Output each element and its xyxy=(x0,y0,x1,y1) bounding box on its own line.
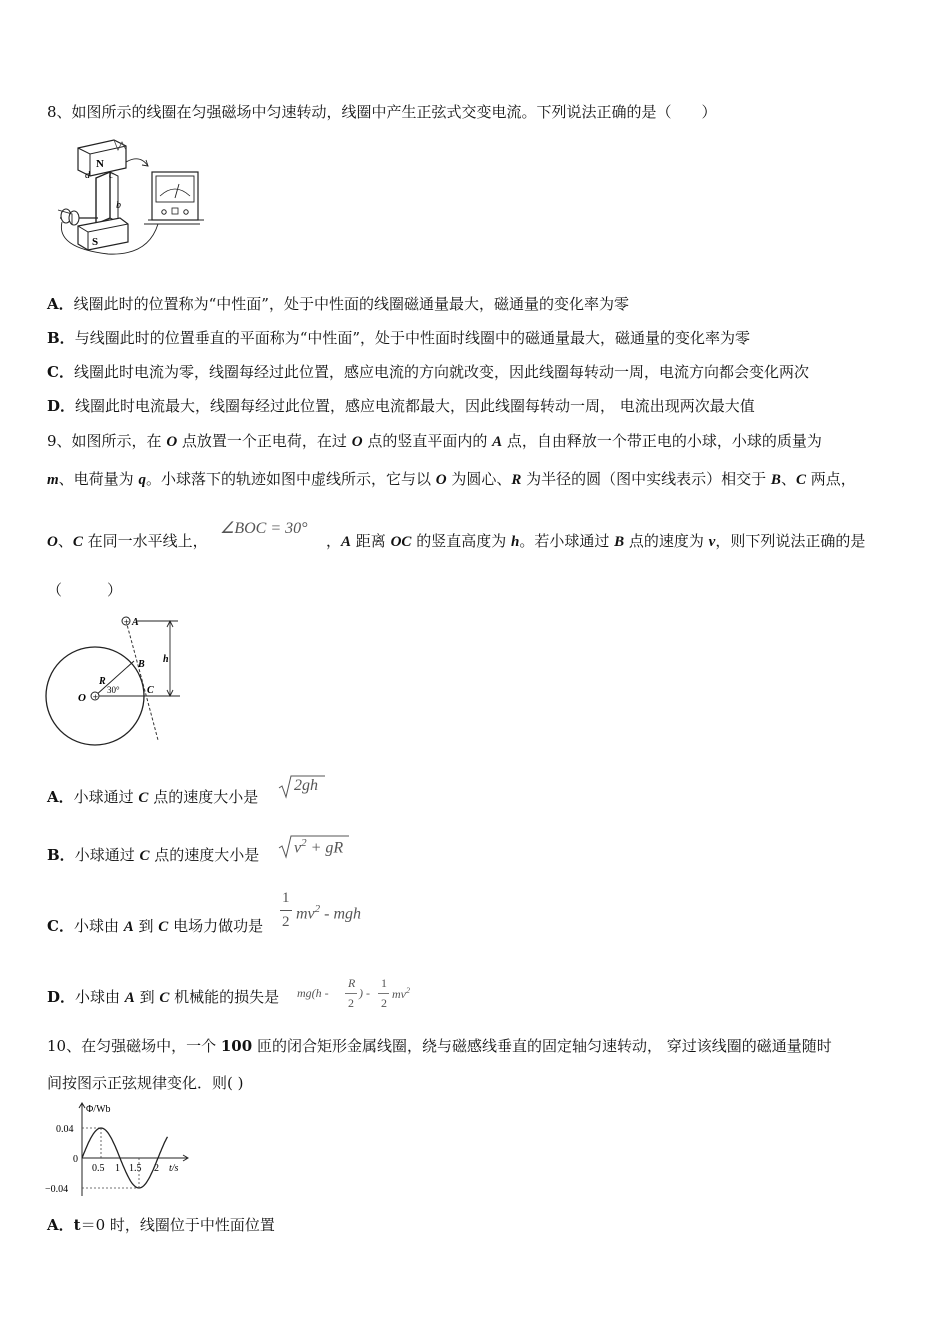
q9-fig-label-a: A xyxy=(132,617,139,628)
y-axis-label: Φ/Wb xyxy=(86,1104,111,1115)
q9-option-c[interactable]: C．小球由 A 到 C 电场力做功是 xyxy=(47,917,264,935)
q9-answer-paren: （ ） xyxy=(47,581,123,599)
y-tick-label-zero: 0 xyxy=(73,1154,78,1165)
option-key: B． xyxy=(47,329,75,347)
option-text: 线圈此时电流为零，线圈每经过此位置，感应电流的方向就改变，因此线圈每转动一周，电流方向都会变化两次 xyxy=(73,363,809,381)
option-text: 与线圈此时的位置垂直的平面称为“中性面”，处于中性面时线圈中的磁通量最大，磁通量的变化率为零 xyxy=(74,329,751,347)
q9-option-b[interactable]: B．小球通过 C 点的速度大小是 xyxy=(47,846,260,864)
q8-fig-label-c: c xyxy=(109,170,114,181)
q9-fig-label-h: h xyxy=(163,654,169,665)
q8-option-d[interactable] xyxy=(47,396,755,416)
q9-circle-figure xyxy=(44,612,194,748)
q10-stem-line2: 间按图示正弦规律变化．则( ) xyxy=(47,1074,244,1092)
option-key: D． xyxy=(47,397,76,415)
q9-fig-label-r: R xyxy=(99,676,106,687)
q8-fig-label-n: N xyxy=(96,158,104,170)
q8-fig-label-s: S xyxy=(92,236,99,248)
y-tick-label-pos: 0.04 xyxy=(56,1124,74,1135)
q9-angle-expression: ∠BOC = 30° xyxy=(220,520,308,537)
q9-stem-line3: O、C 在同一水平线上， xyxy=(47,532,208,550)
q8-generator-figure xyxy=(48,138,208,256)
svg-text:+: + xyxy=(92,693,99,701)
option-key: C． xyxy=(47,363,74,381)
q8-stem: 8、如图所示的线圈在匀强磁场中匀速转动，线圈中产生正弦式交变电流。下列说法正确的是（ ） xyxy=(47,103,717,121)
svg-text:+: + xyxy=(123,618,130,626)
q9-option-c-formula: 1 2 $mv^2$ - mgh xyxy=(282,890,362,930)
x-tick-label: 0.5 xyxy=(92,1163,105,1174)
q8-option-a[interactable] xyxy=(47,294,629,314)
q9-option-d-formula: mg(h - R 2 ) - 1 2 $mv^2$ xyxy=(297,976,410,1010)
x-tick-label: 1 xyxy=(115,1163,120,1174)
q9-fig-label-c: C xyxy=(147,685,154,696)
q9-stem-line3-rest: ，A 距离 OC 的竖直高度为 h。若小球通过 B 点的速度为 v，则下列说法正确的是 xyxy=(326,532,866,550)
q9-stem-line1: 9、如图所示，在 O 点放置一个正电荷，在过 O 点的竖直平面内的 A 点，自由释放一个带正电的小球，小球的质量为 xyxy=(47,432,822,450)
q9-fig-label-b: B xyxy=(138,659,145,670)
x-axis-label: t/s xyxy=(169,1163,179,1174)
option-key: A． xyxy=(47,295,74,313)
q8-option-c[interactable] xyxy=(47,362,809,382)
q9-stem-line2: m、电荷量为 q。小球落下的轨迹如图中虚线所示，它与以 O 为圆心、R 为半径的圆（图中实线表示）相交于 B、C 两点， xyxy=(47,470,856,488)
q8-fig-label-d: d xyxy=(85,170,90,181)
q9-fig-label-o: O xyxy=(78,692,86,704)
q9-option-a[interactable]: A．小球通过 C 点的速度大小是 xyxy=(47,788,259,806)
x-tick-label: 1.5 xyxy=(129,1163,142,1174)
q8-fig-label-b: b xyxy=(116,200,121,211)
y-tick-label-neg: −0.04 xyxy=(45,1184,69,1195)
q9-option-d[interactable]: D．小球由 A 到 C 机械能的损失是 xyxy=(47,988,280,1006)
q10-flux-graph xyxy=(42,1100,202,1200)
q10-option-a[interactable]: A．t＝0 时，线圈位于中性面位置 xyxy=(47,1216,275,1234)
q9-fig-label-angle: 30° xyxy=(107,685,120,695)
q10-stem-line1: 10、在匀强磁场中，一个 100 匝的闭合矩形金属线圈，绕与磁感线垂直的固定轴匀速转动， 穿过该线圈的磁通量随时 xyxy=(47,1037,832,1055)
q8-option-b[interactable] xyxy=(47,328,750,348)
option-text: 线圈此时电流最大，线圈每经过此位置，感应电流都最大，因此线圈每转动一周， 电流出现两次最大值 xyxy=(75,397,755,415)
option-text: 线圈此时的位置称为“中性面”，处于中性面的线圈磁通量最大，磁通量的变化率为零 xyxy=(73,295,629,313)
x-tick-label: 2 xyxy=(154,1163,159,1174)
